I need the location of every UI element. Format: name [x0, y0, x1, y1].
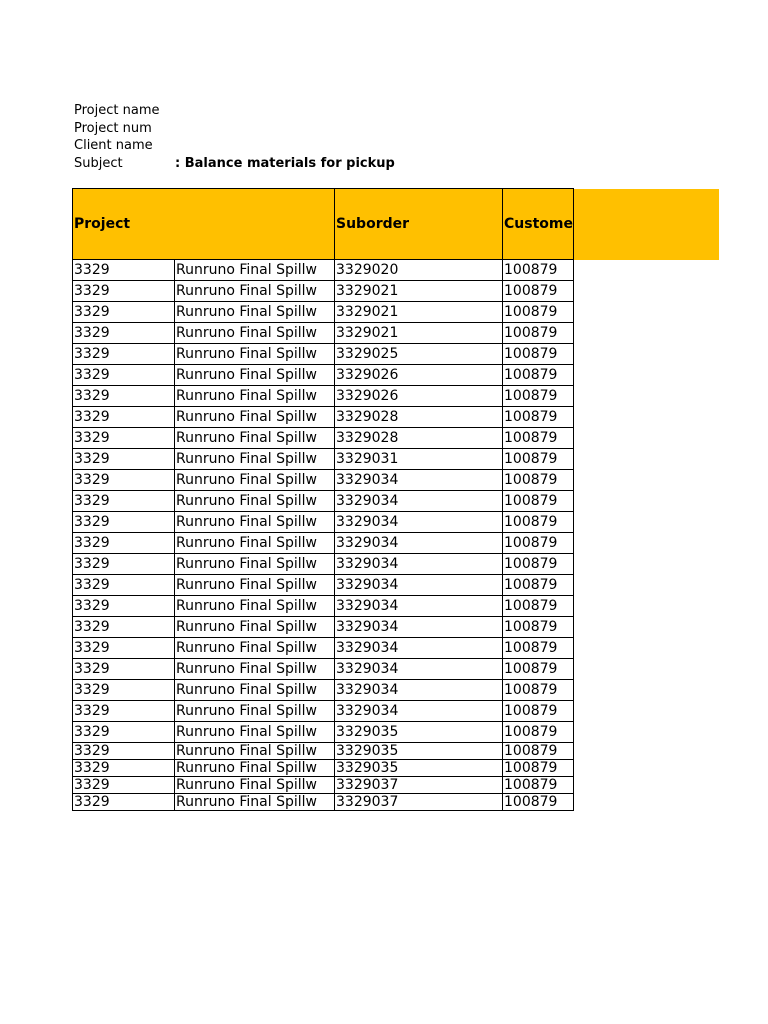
table-row: [73, 281, 574, 302]
cell-description: Runruno Final Spillw: [175, 743, 335, 760]
cell-description: Runruno Final Spillw: [175, 760, 335, 777]
subject-label: Subject: [74, 156, 123, 171]
table-row: [73, 743, 574, 760]
cell-suborder: 3329034: [335, 680, 503, 701]
cell-description: Runruno Final Spillw: [175, 260, 335, 281]
cell-project: 3329: [73, 794, 175, 811]
cell-suborder: 3329025: [335, 344, 503, 365]
header-fill-extension: [566, 189, 719, 260]
cell-description: Runruno Final Spillw: [175, 323, 335, 344]
cell-description: Runruno Final Spillw: [175, 722, 335, 743]
cell-project: 3329: [73, 554, 175, 575]
cell-description: Runruno Final Spillw: [175, 575, 335, 596]
cell-customer: 100879: [503, 281, 574, 302]
cell-project: 3329: [73, 449, 175, 470]
cell-customer: 100879: [503, 386, 574, 407]
cell-suborder: 3329034: [335, 533, 503, 554]
cell-description: Runruno Final Spillw: [175, 302, 335, 323]
cell-customer: 100879: [503, 428, 574, 449]
cell-project: 3329: [73, 302, 175, 323]
cell-project: 3329: [73, 512, 175, 533]
cell-project: 3329: [73, 638, 175, 659]
cell-suborder: 3329035: [335, 743, 503, 760]
table-row: [73, 638, 574, 659]
cell-customer: 100879: [503, 344, 574, 365]
cell-customer: 100879: [503, 701, 574, 722]
table-row: [73, 428, 574, 449]
column-header-customer: Custome: [503, 189, 574, 260]
cell-project: 3329: [73, 743, 175, 760]
cell-project: 3329: [73, 281, 175, 302]
cell-project: 3329: [73, 344, 175, 365]
materials-table: [72, 188, 574, 811]
cell-project: 3329: [73, 386, 175, 407]
cell-suborder: 3329034: [335, 491, 503, 512]
cell-suborder: 3329021: [335, 281, 503, 302]
cell-suborder: 3329034: [335, 638, 503, 659]
cell-customer: 100879: [503, 794, 574, 811]
cell-suborder: 3329026: [335, 365, 503, 386]
cell-suborder: 3329034: [335, 596, 503, 617]
cell-description: Runruno Final Spillw: [175, 491, 335, 512]
table-header-row: [73, 189, 574, 260]
cell-suborder: 3329034: [335, 512, 503, 533]
cell-project: 3329: [73, 533, 175, 554]
table-row: [73, 407, 574, 428]
column-header-project: Project: [73, 189, 175, 260]
cell-project: 3329: [73, 407, 175, 428]
cell-project: 3329: [73, 470, 175, 491]
cell-description: Runruno Final Spillw: [175, 386, 335, 407]
cell-customer: 100879: [503, 638, 574, 659]
project-num-label: Project num: [74, 121, 152, 136]
cell-customer: 100879: [503, 491, 574, 512]
table-row: [73, 760, 574, 777]
cell-customer: 100879: [503, 365, 574, 386]
cell-project: 3329: [73, 365, 175, 386]
cell-description: Runruno Final Spillw: [175, 428, 335, 449]
cell-customer: 100879: [503, 512, 574, 533]
cell-customer: 100879: [503, 575, 574, 596]
cell-project: 3329: [73, 491, 175, 512]
cell-suborder: 3329034: [335, 554, 503, 575]
cell-suborder: 3329034: [335, 659, 503, 680]
cell-customer: 100879: [503, 323, 574, 344]
cell-description: Runruno Final Spillw: [175, 554, 335, 575]
table-row: [73, 794, 574, 811]
table-row: [73, 344, 574, 365]
table-row: [73, 554, 574, 575]
cell-customer: 100879: [503, 596, 574, 617]
table-row: [73, 575, 574, 596]
cell-description: Runruno Final Spillw: [175, 512, 335, 533]
cell-project: 3329: [73, 760, 175, 777]
table-row: [73, 596, 574, 617]
cell-description: Runruno Final Spillw: [175, 365, 335, 386]
cell-description: Runruno Final Spillw: [175, 344, 335, 365]
cell-project: 3329: [73, 722, 175, 743]
cell-description: Runruno Final Spillw: [175, 701, 335, 722]
table-row: [73, 777, 574, 794]
cell-customer: 100879: [503, 407, 574, 428]
cell-project: 3329: [73, 575, 175, 596]
cell-customer: 100879: [503, 470, 574, 491]
cell-suborder: 3329034: [335, 617, 503, 638]
table-row: [73, 680, 574, 701]
cell-customer: 100879: [503, 617, 574, 638]
cell-suborder: 3329034: [335, 470, 503, 491]
cell-description: Runruno Final Spillw: [175, 659, 335, 680]
cell-project: 3329: [73, 596, 175, 617]
table-row: [73, 722, 574, 743]
cell-customer: 100879: [503, 554, 574, 575]
table-row: [73, 659, 574, 680]
cell-customer: 100879: [503, 449, 574, 470]
cell-project: 3329: [73, 323, 175, 344]
cell-customer: 100879: [503, 722, 574, 743]
cell-project: 3329: [73, 659, 175, 680]
table-row: [73, 512, 574, 533]
cell-description: Runruno Final Spillw: [175, 449, 335, 470]
cell-project: 3329: [73, 680, 175, 701]
column-header-description: [175, 189, 335, 260]
table-row: [73, 617, 574, 638]
table-row: [73, 449, 574, 470]
cell-project: 3329: [73, 428, 175, 449]
table-row: [73, 323, 574, 344]
table-row: [73, 386, 574, 407]
cell-customer: 100879: [503, 777, 574, 794]
cell-description: Runruno Final Spillw: [175, 617, 335, 638]
cell-suborder: 3329021: [335, 302, 503, 323]
column-header-suborder: Suborder: [335, 189, 503, 260]
table-row: [73, 701, 574, 722]
cell-suborder: 3329037: [335, 777, 503, 794]
table-row: [73, 260, 574, 281]
cell-suborder: 3329028: [335, 407, 503, 428]
cell-suborder: 3329034: [335, 575, 503, 596]
table-row: [73, 470, 574, 491]
cell-customer: 100879: [503, 743, 574, 760]
client-name-label: Client name: [74, 138, 153, 153]
table-row: [73, 365, 574, 386]
cell-suborder: 3329037: [335, 794, 503, 811]
cell-suborder: 3329020: [335, 260, 503, 281]
cell-project: 3329: [73, 617, 175, 638]
cell-description: Runruno Final Spillw: [175, 680, 335, 701]
subject-value: : Balance materials for pickup: [175, 156, 395, 171]
cell-suborder: 3329021: [335, 323, 503, 344]
table-row: [73, 491, 574, 512]
table-body: [73, 260, 574, 811]
cell-description: Runruno Final Spillw: [175, 470, 335, 491]
cell-description: Runruno Final Spillw: [175, 407, 335, 428]
cell-suborder: 3329034: [335, 701, 503, 722]
table-row: [73, 533, 574, 554]
cell-customer: 100879: [503, 760, 574, 777]
cell-project: 3329: [73, 260, 175, 281]
cell-description: Runruno Final Spillw: [175, 596, 335, 617]
cell-description: Runruno Final Spillw: [175, 638, 335, 659]
cell-description: Runruno Final Spillw: [175, 533, 335, 554]
cell-customer: 100879: [503, 260, 574, 281]
cell-description: Runruno Final Spillw: [175, 794, 335, 811]
project-name-label: Project name: [74, 103, 160, 118]
cell-customer: 100879: [503, 302, 574, 323]
cell-project: 3329: [73, 777, 175, 794]
cell-customer: 100879: [503, 533, 574, 554]
cell-suborder: 3329028: [335, 428, 503, 449]
cell-description: Runruno Final Spillw: [175, 281, 335, 302]
cell-suborder: 3329031: [335, 449, 503, 470]
cell-suborder: 3329035: [335, 722, 503, 743]
cell-customer: 100879: [503, 659, 574, 680]
cell-suborder: 3329026: [335, 386, 503, 407]
table-row: [73, 302, 574, 323]
cell-project: 3329: [73, 701, 175, 722]
cell-description: Runruno Final Spillw: [175, 777, 335, 794]
cell-suborder: 3329035: [335, 760, 503, 777]
cell-customer: 100879: [503, 680, 574, 701]
